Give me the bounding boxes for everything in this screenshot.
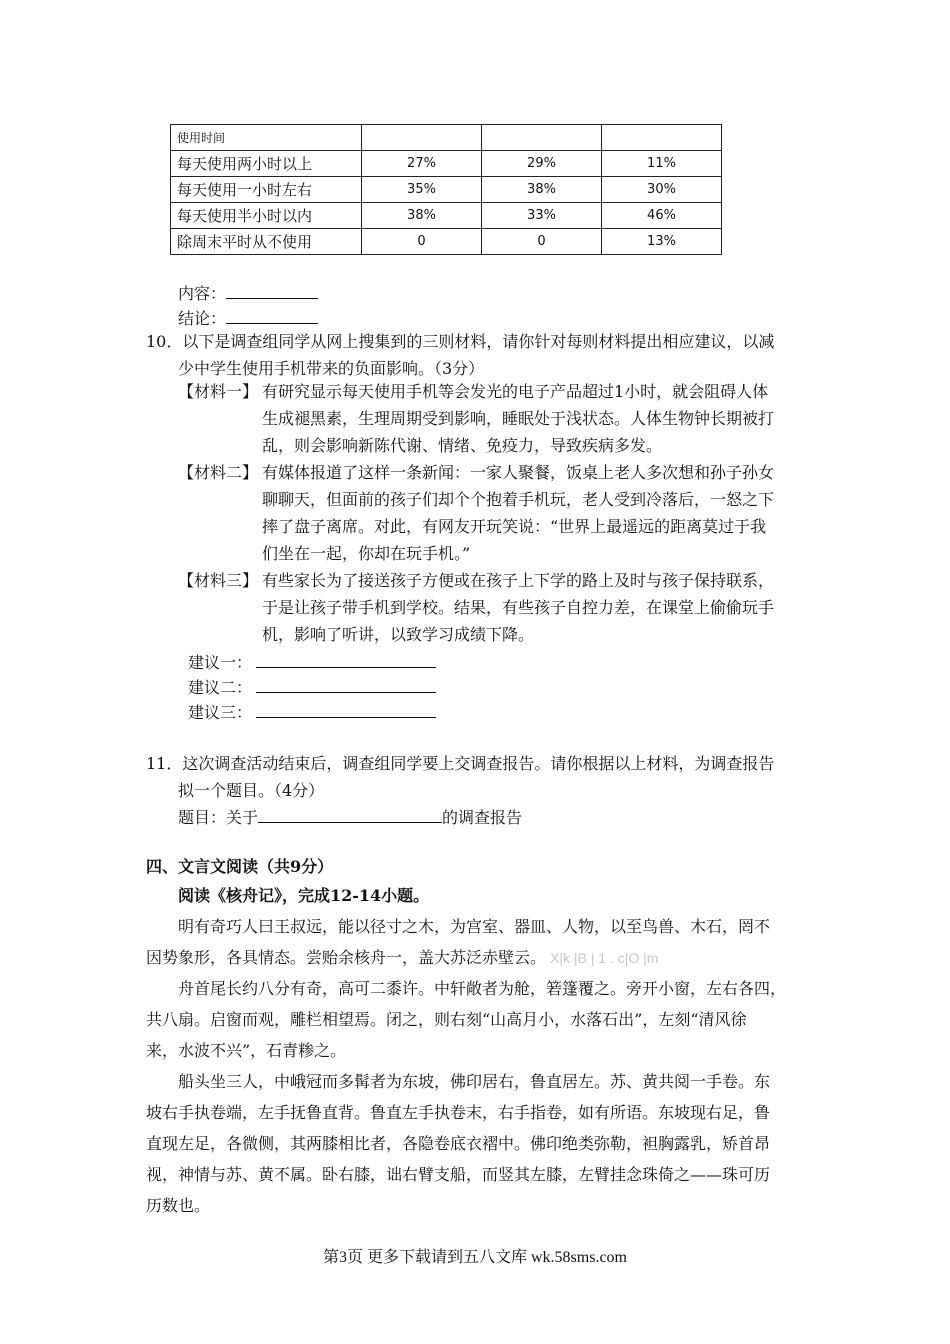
row-label: 除周末平时从不使用: [171, 229, 362, 255]
table-cell: 35%: [362, 177, 482, 203]
suggestion-3: [188, 700, 436, 726]
material-2-line: 聊聊天，但面前的孩子们却个个抱着手机玩，老人受到冷落后，一怒之下: [262, 490, 775, 509]
table-header-cell: 使用时间: [171, 125, 362, 151]
page-footer: 第3页 更多下载请到五八文库 wk.58sms.com: [322, 1249, 627, 1266]
material-1-line: 生成褪黑素，生理周期受到影响，睡眠处于浅状态。人体生物钟长期被打: [262, 409, 775, 428]
q11-stem-line: 这次调查活动结束后，调查组同学要上交调查报告。请你根据以上材料，为调查报告: [182, 754, 775, 773]
row-label: 每天使用两小时以上: [171, 151, 362, 177]
section-heading: 四、文言文阅读（共9分）: [146, 857, 334, 876]
passage-line: 明有奇巧人曰王叔远，能以径寸之木，为宫室、器皿、人物，以至鸟兽、木石，罔不: [178, 917, 771, 936]
table-cell: 0: [362, 229, 482, 255]
table-cell: 0: [482, 229, 602, 255]
suggestion-2-blank[interactable]: [256, 676, 436, 693]
row-label: 每天使用半小时以内: [171, 203, 362, 229]
passage-line: 船头坐三人，中峨冠而多髯者为东坡，佛印居右，鲁直居左。苏、黄共阅一手卷。东: [178, 1072, 771, 1091]
conclusion-label: 结论：: [178, 309, 227, 328]
q11-stem: [146, 750, 774, 777]
table-cell: 38%: [362, 203, 482, 229]
table-cell: 29%: [482, 151, 602, 177]
q11-number: 11．: [146, 754, 183, 773]
material-3-line: 有些家长为了接送孩子方便或在孩子上下学的路上及时与孩子保持联系，: [262, 571, 775, 590]
passage-line: 共八扇。启窗而观，雕栏相望焉。闭之，则右刻“山高月小，水落石出”，左刻“清风徐: [146, 1010, 747, 1029]
watermark: X|k |B | 1 . c|O |m: [550, 950, 659, 966]
table-cell: 11%: [602, 151, 722, 177]
material-3-line: 机，影响了听讲，以致学习成绩下降。: [262, 625, 535, 644]
table-cell: 27%: [362, 151, 482, 177]
table-row: [171, 177, 722, 203]
passage-line: 来，水波不兴”，石青糁之。: [146, 1041, 347, 1060]
material-1-line: 乱，则会影响新陈代谢、情绪、免疫力，导致疾病多发。: [262, 436, 663, 455]
table-header-cell: [362, 125, 482, 151]
table-header-cell: [602, 125, 722, 151]
table-cell: 38%: [482, 177, 602, 203]
table-header-row: [171, 125, 722, 151]
title-prefix: 题目：关于: [178, 808, 259, 827]
material-3-line: 于是让孩子带手机到学校。结果，有些孩子自控力差，在课堂上偷偷玩手: [262, 598, 775, 617]
content-answer-line: [178, 281, 318, 307]
conclusion-blank[interactable]: [226, 307, 318, 324]
passage-line: 历数也。: [146, 1196, 211, 1215]
suggestion-2-label: 建议二：: [188, 678, 253, 697]
passage-line: [146, 944, 658, 972]
passage-line: 视，神情与苏、黄不属。卧右膝，诎右臂支船，而竖其左膝，左臂挂念珠倚之——珠可历: [146, 1165, 771, 1184]
table-cell: 46%: [602, 203, 722, 229]
suggestion-1-label: 建议一：: [188, 653, 253, 672]
survey-table: [170, 124, 722, 255]
table-row: [171, 203, 722, 229]
row-label: 每天使用一小时左右: [171, 177, 362, 203]
passage-line: 舟首尾长约八分有奇，高可二黍许。中轩敞者为舱，箬篷覆之。旁开小窗，左右各四，: [178, 979, 787, 998]
suggestion-1-blank[interactable]: [256, 651, 436, 668]
table-cell: 30%: [602, 177, 722, 203]
table-row: [171, 229, 722, 255]
content-blank[interactable]: [226, 282, 318, 299]
content-label: 内容：: [178, 284, 227, 303]
suggestion-2: [188, 675, 436, 701]
material-2-line: 摔了盘子离席。对此，有网友开玩笑说：“世界上最遥远的距离莫过于我: [262, 517, 767, 536]
reading-instruction: 阅读《核舟记》，完成12-14小题。: [178, 886, 430, 905]
suggestion-3-blank[interactable]: [256, 701, 436, 718]
suggestion-1: [188, 650, 436, 676]
passage-text: 因势象形，各具情态。尝贻余核舟一，盖大苏泛赤壁云。: [146, 948, 547, 967]
material-3-label: 【材料三】: [178, 571, 259, 590]
title-suffix: 的调查报告: [442, 808, 523, 827]
material-2-label: 【材料二】: [178, 463, 259, 482]
suggestion-3-label: 建议三：: [188, 703, 253, 722]
q11-stem-line: 拟一个题目。（4分）: [178, 781, 325, 800]
table-row: [171, 151, 722, 177]
table-header-cell: [482, 125, 602, 151]
material-2-line: 有媒体报道了这样一条新闻：一家人聚餐，饭桌上老人多次想和孙子孙女: [262, 463, 775, 482]
table-cell: 33%: [482, 203, 602, 229]
passage-line: 直现左足，各微侧，其两膝相比者，各隐卷底衣褶中。佛印绝类弥勒，袒胸露乳，矫首昂: [146, 1134, 771, 1153]
q10-stem-line: 以下是调查组同学从网上搜集到的三则材料，请你针对每则材料提出相应建议，以减: [182, 332, 775, 351]
material-2-line: 们坐在一起，你却在玩手机。”: [262, 544, 471, 563]
material-1-label: 【材料一】: [178, 382, 259, 401]
table-cell: 13%: [602, 229, 722, 255]
passage-line: 坡右手执卷端，左手抚鲁直背。鲁直左手执卷末，右手指卷，如有所语。东坡现右足，鲁: [146, 1103, 771, 1122]
q10-stem: [146, 328, 774, 355]
report-title-line: [178, 805, 522, 831]
q10-number: 10．: [146, 332, 183, 351]
q10-stem-line: 少中学生使用手机带来的负面影响。（3分）: [178, 359, 485, 378]
material-1-line: 有研究显示每天使用手机等会发光的电子产品超过1小时，就会阻碍人体: [262, 382, 769, 401]
report-title-blank[interactable]: [258, 806, 442, 823]
